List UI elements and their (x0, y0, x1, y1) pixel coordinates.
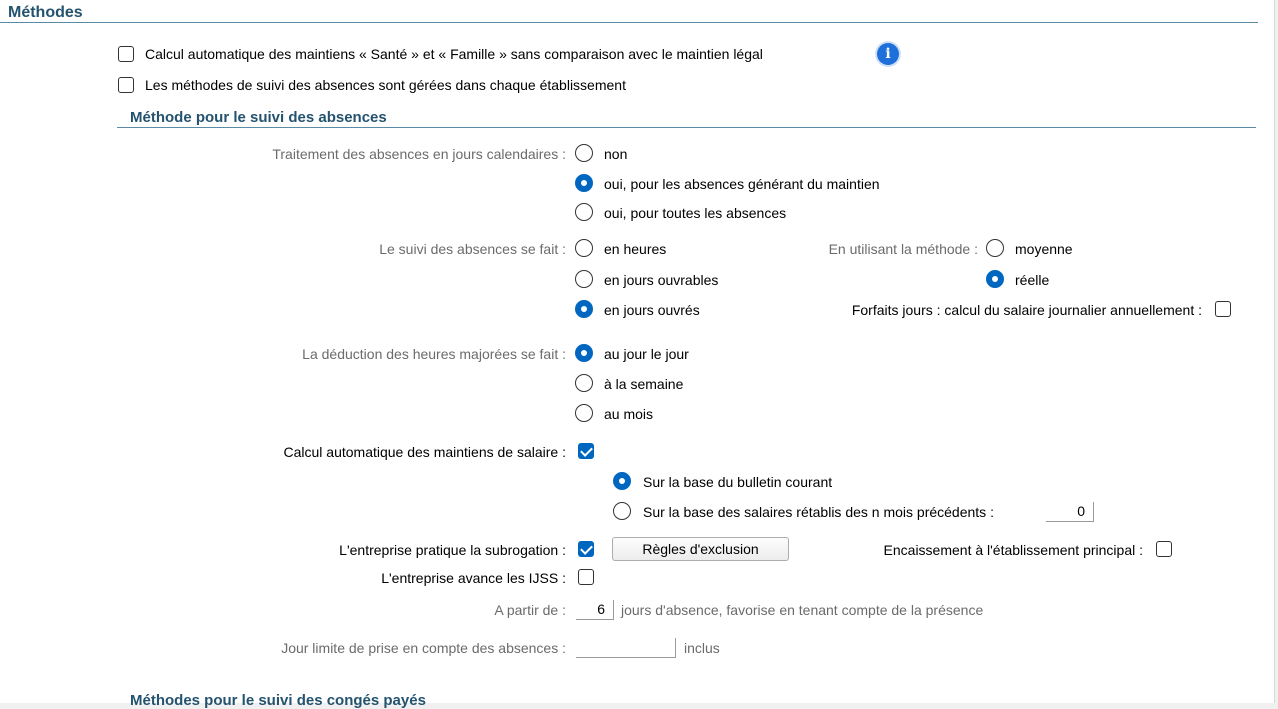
methode-label: En utilisant la méthode : (828, 241, 978, 257)
regles-exclusion-button[interactable]: Règles d'exclusion (612, 537, 789, 561)
info-icon[interactable]: i (877, 43, 899, 65)
deduction-radio-jour[interactable] (575, 344, 593, 362)
deduction-label: La déduction des heures majorées se fait : (302, 346, 566, 362)
calendaires-radio-non[interactable] (575, 144, 593, 162)
encaissement-checkbox[interactable] (1156, 541, 1172, 557)
jour-limite-label: Jour limite de prise en compte des absences : (281, 640, 566, 656)
forfaits-checkbox[interactable] (1215, 301, 1231, 317)
calendaires-option-toutes: oui, pour toutes les absences (604, 205, 787, 221)
methode-option-reelle: réelle (1015, 272, 1050, 288)
suivi-radio-ouvres[interactable] (575, 300, 593, 318)
encaissement-label: Encaissement à l'établissement principal : (883, 542, 1143, 558)
a-partir-suffix: jours d'absence, favorise en tenant compte de la présence (621, 602, 984, 618)
subrogation-label: L'entreprise pratique la subrogation : (339, 542, 566, 558)
suivi-radio-ouvrables[interactable] (575, 270, 593, 288)
ijss-label: L'entreprise avance les IJSS : (381, 570, 566, 586)
absences-rule (117, 127, 1256, 128)
methode-option-moyenne: moyenne (1015, 241, 1073, 257)
jour-limite-suffix: inclus (684, 640, 720, 656)
methode-radio-reelle[interactable] (986, 270, 1004, 288)
ijss-checkbox[interactable] (578, 569, 594, 585)
section-rule (0, 22, 1258, 23)
suivi-label: Le suivi des absences se fait : (379, 241, 566, 257)
section-title: Méthodes (8, 4, 83, 21)
methode-radio-moyenne[interactable] (986, 239, 1004, 257)
maintiens-radio-bulletin[interactable] (613, 472, 631, 490)
deduction-option-semaine: à la semaine (604, 376, 684, 392)
suivi-option-ouvres: en jours ouvrés (604, 302, 700, 318)
deduction-option-mois: au mois (604, 406, 654, 422)
deduction-option-jour: au jour le jour (604, 346, 689, 362)
suivi-option-ouvrables: en jours ouvrables (604, 272, 719, 288)
a-partir-label: A partir de : (494, 602, 566, 618)
forfaits-label: Forfaits jours : calcul du salaire journalier annuellement : (851, 302, 1202, 318)
deduction-radio-mois[interactable] (575, 404, 593, 422)
option-etablissement-label: Les méthodes de suivi des absences sont gérées dans chaque établissement (145, 77, 626, 93)
maintiens-option-bulletin: Sur la base du bulletin courant (643, 474, 833, 490)
calendaires-option-non: non (604, 146, 628, 162)
maintiens-label: Calcul automatique des maintiens de salaire : (283, 444, 566, 460)
maintiens-option-n-mois: Sur la base des salaires rétablis des n mois précédents : (643, 504, 994, 520)
calendaires-option-maintien: oui, pour les absences générant du maintien (604, 176, 880, 192)
maintiens-radio-n-mois[interactable] (613, 502, 631, 520)
option-auto-maintiens-label: Calcul automatique des maintiens « Santé » et « Famille » sans comparaison avec le maintien légal (145, 46, 763, 62)
absences-title: Méthode pour le suivi des absences (130, 109, 387, 126)
jour-limite-input[interactable] (576, 638, 676, 658)
calendaires-radio-toutes[interactable] (575, 203, 593, 221)
suivi-radio-heures[interactable] (575, 239, 593, 257)
suivi-option-heures: en heures (604, 241, 667, 257)
option-auto-maintiens-checkbox[interactable] (118, 46, 134, 62)
a-partir-input[interactable]: 6 (576, 600, 614, 620)
calendaires-radio-maintien[interactable] (575, 174, 593, 192)
conges-title: Méthodes pour le suivi des congés payés (130, 692, 426, 709)
deduction-radio-semaine[interactable] (575, 374, 593, 392)
subrogation-checkbox[interactable] (578, 541, 594, 557)
n-mois-input[interactable]: 0 (1046, 502, 1094, 522)
maintiens-checkbox[interactable] (578, 443, 594, 459)
calendaires-label: Traitement des absences en jours calendaires : (272, 146, 566, 162)
option-etablissement-checkbox[interactable] (118, 77, 134, 93)
